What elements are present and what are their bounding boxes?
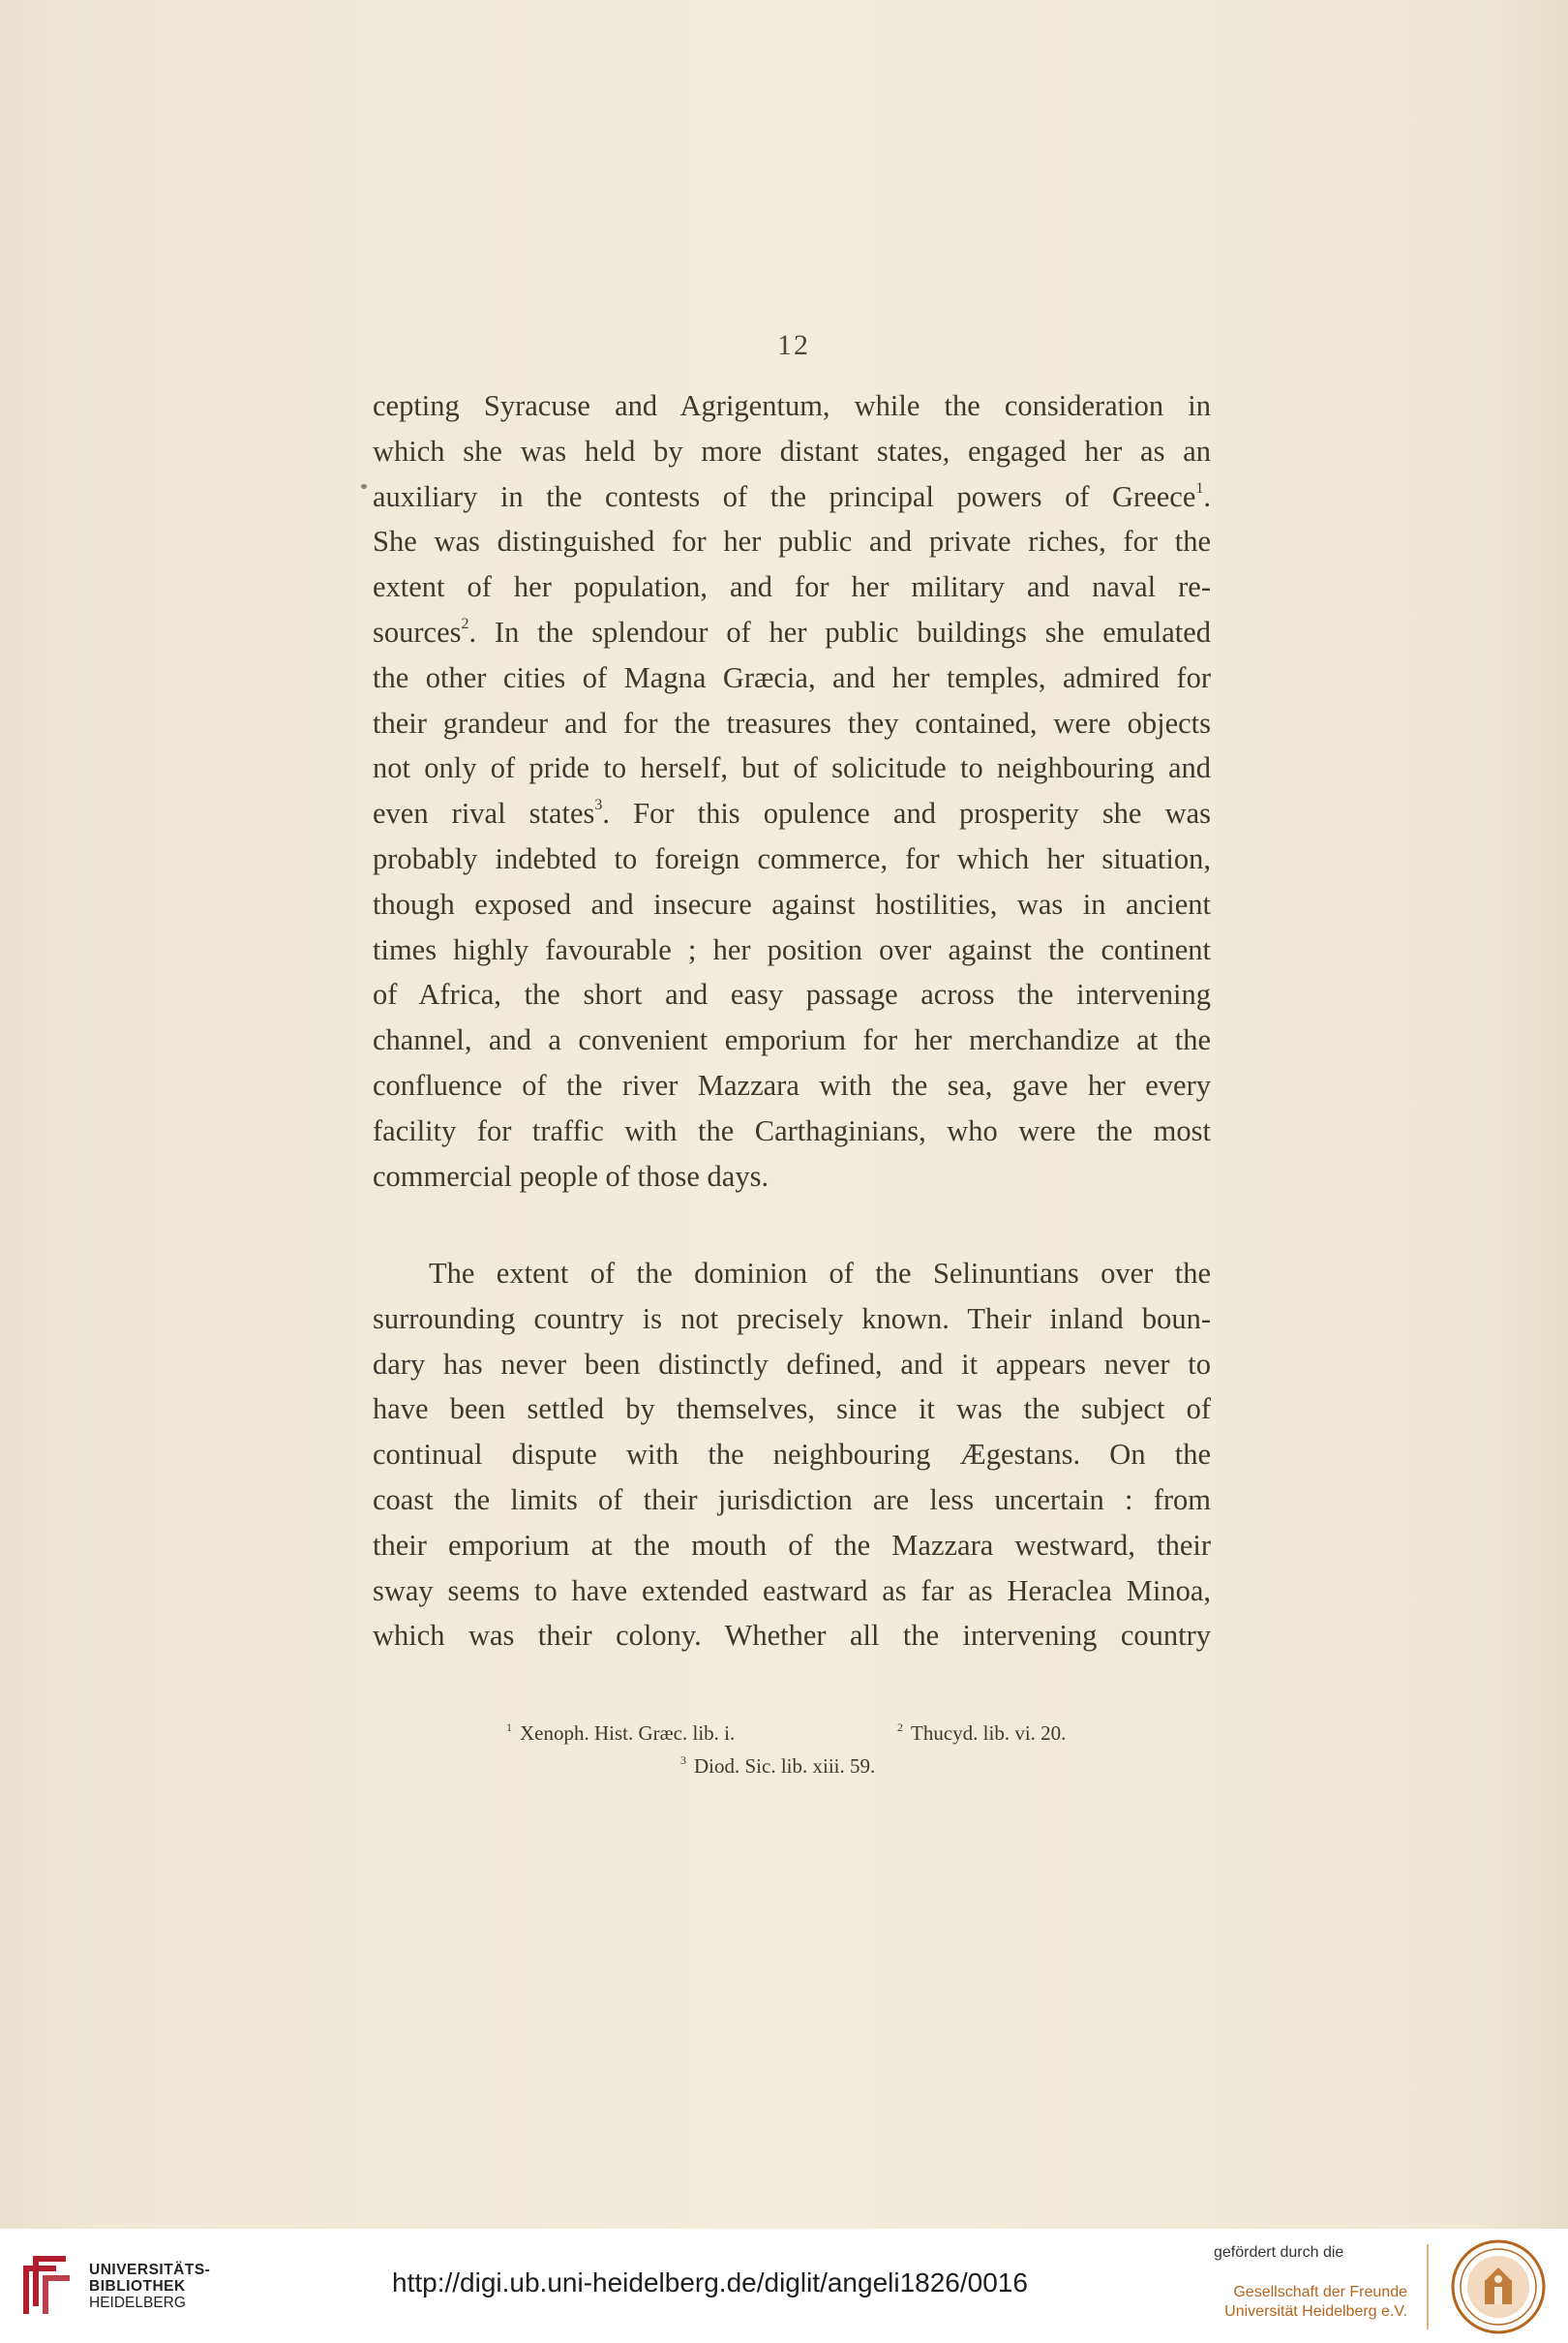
text-line: confluence of the river Mazzara with the sea, gave her every <box>373 1068 1211 1102</box>
footnote-ref: 1 <box>1195 479 1204 497</box>
text-line: though exposed and insecure against hostilities, was in ancient <box>373 887 1211 921</box>
footer-bar <box>0 2229 1568 2343</box>
margin-mark <box>361 484 367 489</box>
text-line: auxiliary in the contests of the principal powers of Greece$^1$. <box>373 479 1211 513</box>
text-line: facility for traffic with the Carthaginians, who were the most <box>373 1113 1211 1147</box>
text-line: The extent of the dominion of the Selinuntians over the <box>429 1257 1211 1290</box>
footnote-ref: 3 <box>594 797 603 814</box>
text-line: She was distinguished for her public and private riches, for the <box>373 525 1211 559</box>
paragraph-1 <box>373 383 1211 1199</box>
library-logo-icon <box>14 2250 74 2320</box>
text-line: dary has never been distinctly defined, and it appears never to <box>373 1347 1211 1381</box>
text-line: not only of pride to herself, but of solicitude to neighbouring and <box>373 751 1211 785</box>
footnotes <box>373 1721 1211 1787</box>
footnote-row <box>373 1721 1211 1754</box>
footnote-ref: 2 <box>461 615 469 632</box>
text-line: continual dispute with the neighbouring Ægestans. On the <box>373 1438 1211 1472</box>
page-number: 12 <box>777 329 810 361</box>
text-line: channel, and a convenient emporium for her merchandize at the <box>373 1023 1211 1057</box>
sponsor-label: gefördert durch die <box>1214 2244 1344 2261</box>
text-line: times highly favourable ; her position over against the continent <box>373 932 1211 966</box>
university-seal-icon <box>1450 2238 1547 2335</box>
text-line: of Africa, the short and easy passage across the intervening <box>373 978 1211 1012</box>
divider <box>1427 2244 1429 2329</box>
text-line: have been settled by themselves, since it was the subject of <box>373 1392 1211 1426</box>
text-line: probably indebted to foreign commerce, for which her situation, <box>373 841 1211 875</box>
text-line: which was their colony. Whether all the intervening country <box>373 1619 1211 1653</box>
library-name: UNIVERSITÄTS- BIBLIOTHEK HEIDELBERG <box>89 2262 211 2311</box>
text-line: commercial people of those days. <box>373 1159 769 1193</box>
permalink-url[interactable]: http://digi.ub.uni-heidelberg.de/diglit/angeli1826/0016 <box>392 2267 1028 2297</box>
text-line: surrounding country is not precisely known. Their inland boun- <box>373 1301 1211 1335</box>
footnote-row <box>373 1754 1211 1787</box>
text-line: the other cities of Magna Græcia, and her temples, admired for <box>373 660 1211 694</box>
text-line: even rival states$^3$. For this opulence and prosperity she was <box>373 797 1211 831</box>
text-line: sway seems to have extended eastward as far as Heraclea Minoa, <box>373 1573 1211 1607</box>
text-line: which she was held by more distant states, engaged her as an <box>373 434 1211 468</box>
footnote-2: $^2$ Thucyd. lib. vi. 20. <box>897 1720 1067 1745</box>
sponsor-name: Gesellschaft der Freunde Universität Heidelberg e.V. <box>1224 2284 1407 2320</box>
footnote-3: $^3$ Diod. Sic. lib. xiii. 59. <box>680 1753 876 1778</box>
paragraph-2 <box>373 1251 1211 1658</box>
text-line: coast the limits of their jurisdiction are less uncertain : from <box>373 1482 1211 1516</box>
text-line: their emporium at the mouth of the Mazzara westward, their <box>373 1528 1211 1562</box>
text-line: cepting Syracuse and Agrigentum, while the consideration in <box>373 389 1211 422</box>
text-line: extent of her population, and for her military and naval re- <box>373 570 1211 604</box>
text-line: sources$^2$. In the splendour of her public buildings she emulated <box>373 615 1211 649</box>
text-line: their grandeur and for the treasures they contained, were objects <box>373 706 1211 740</box>
footnote-1: $^1$ Xenoph. Hist. Græc. lib. i. <box>506 1720 736 1745</box>
